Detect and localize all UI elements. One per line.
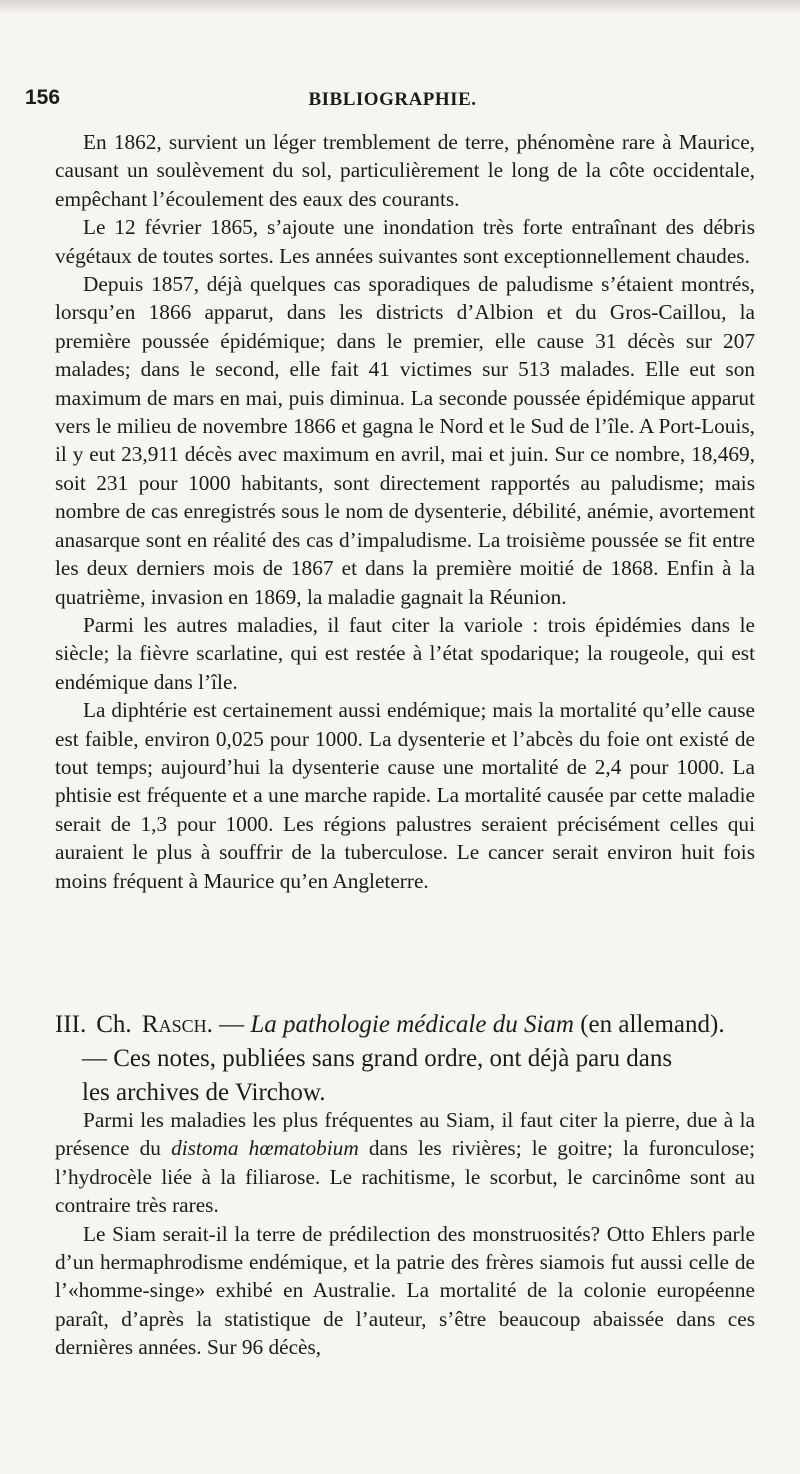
running-title: BIBLIOGRAPHIE. <box>308 89 477 110</box>
paragraph: Parmi les autres maladies, il faut citer la variole : trois épidémies dans le siècle; la fièvre scarlatine, qui est restée à l’état spodarique; la rougeole, qui est endémique dans l’île. <box>55 612 755 694</box>
author-initial: Ch. <box>96 1011 132 1038</box>
work-language: (en allemand). <box>580 1011 725 1038</box>
page-number: 156 <box>25 86 61 109</box>
entry-description: — Ces notes, publiées sans grand ordre, ont déjà paru dans <box>82 1045 673 1072</box>
section-two <box>55 1106 755 1362</box>
paragraph <box>55 1106 755 1220</box>
page-top-edge <box>0 0 800 14</box>
author-name: Rasch. <box>141 1011 213 1038</box>
paragraph: En 1862, survient un léger tremblement de terre, phénomène rare à Maurice, causant un soulèvement du sol, particulièrement le long de la côte occidentale, empêchant l’écoulement des eaux des courants. <box>55 130 755 211</box>
paragraph: Le 12 février 1865, s’ajoute une inondation très forte entraînant des débris végétaux de toutes sortes. Les années suivantes sont exceptionnellement chaudes. <box>55 215 755 268</box>
section-one <box>55 128 755 895</box>
species-name: distoma hœmatobium <box>171 1136 359 1161</box>
page-header <box>25 86 760 116</box>
entry-number: III. <box>55 1011 87 1038</box>
work-title: La pathologie médicale du Siam <box>250 1011 574 1038</box>
paragraph: Le Siam serait-il la terre de prédilection des monstruosités? Otto Ehlers parle d’un hermaphrodisme endémique, et la patrie des frères siamois fut aussi celle de l’«homme-singe» exhibé en Australie. La mortalité de la colonie européenne paraît, d’après la statistique de l’auteur, s’être beaucoup abaissée dans ces dernières années. Sur 96 décès, <box>55 1221 755 1360</box>
paragraph: Depuis 1857, déjà quelques cas sporadiques de paludisme s’étaient montrés, lorsqu’en 1866 apparut, dans les districts d’Albion et du Gros-Caillou, la première poussée épidémique; dans le premier, elle cause 31 décès sur 207 malades; dans le second, elle fait 41 victimes sur 513 malades. Elle eut son maximum de mars en mai, puis diminua. La seconde poussée épidémique apparut vers le milieu de novembre 1866 et gagna le Nord et le Sud de l’île. A Port-Louis, il y eut 23,911 décès avec maximum en avril, mai et juin. Sur ce nombre, 18,469, soit 231 pour 1000 habitants, sont directement rapportés au paludisme; mais nombre de cas enregistrés sous le nom de dysenterie, débilité, anémie, avortement anasarque sont en réalité des cas d’impaludisme. La troisième poussée se fit entre les deux derniers mois de 1867 et dans la première moitié de 1868. Enfin à la quatrième, invasion en 1869, la maladie gagnait la Réunion. <box>55 272 755 609</box>
entry-dash: — <box>219 1011 245 1038</box>
entry-description-end: les archives de Virchow. <box>82 1079 326 1106</box>
paragraph-text: Parmi les maladies les plus fréquentes au Siam, il faut citer la pierre, due à la présence du <box>55 1108 755 1161</box>
bibliography-entry <box>55 1008 755 1110</box>
paragraph: La diphtérie est certainement aussi endémique; mais la mortalité qu’elle cause est faible, environ 0,025 pour 1000. La dysenterie et l’abcès du foie ont existé de tout temps; aujourd’hui la dysenterie cause une mortalité de 2,4 pour 1000. La phtisie est fréquente et a une marche rapide. La mortalité causée par cette maladie serait de 1,3 pour 1000. Les régions palustres seraient précisément celles qui auraient le plus à souffrir de la tuberculose. Le cancer serait environ huit fois moins fréquent à Maurice qu’en Angleterre. <box>55 698 755 893</box>
paragraph-text: dans les rivières; le goitre; la furonculose; l’hydrocèle liée à la filiarose. Le rachitisme, le scorbut, le carcinôme sont au contraire très rares. <box>55 1136 755 1218</box>
